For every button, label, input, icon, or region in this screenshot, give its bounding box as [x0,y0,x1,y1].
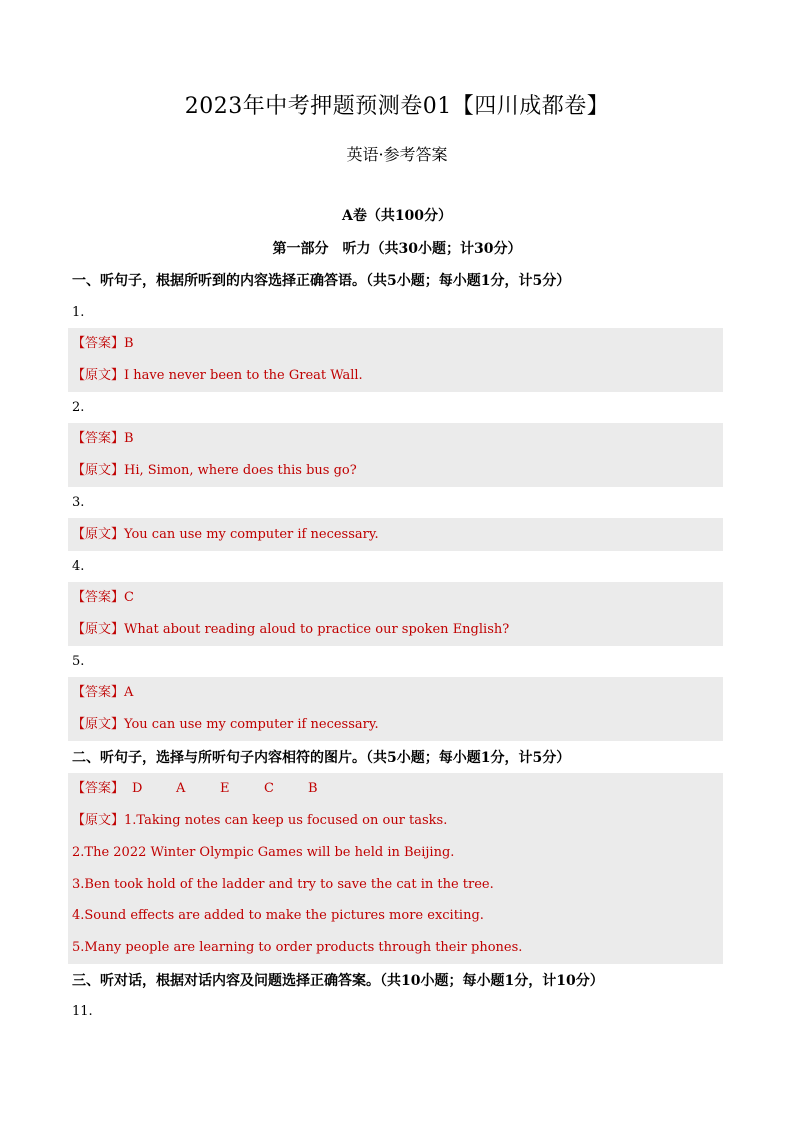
original-label: 【原文】 [72,527,125,542]
answer-value: B [124,431,134,446]
answer-label: 【答案】 [72,431,125,446]
answer-value: B [308,781,318,796]
original-text: You can use my computer if necessary. [124,527,379,542]
answer-value: D [132,781,143,796]
answer-label: 【答案】 [72,336,125,351]
answer-line [72,430,134,448]
part-heading: 第一部分 听力（共30小题；计30分） [272,241,522,257]
section-1-heading: 一、听句子，根据所听到的内容选择正确答语。（共5小题；每小题1分，计5分） [72,273,571,289]
original-text: 5.Many people are learning to order products through their phones. [72,940,523,955]
question-number: 4. [72,559,85,574]
answer-line [72,780,352,798]
answer-value: C [124,590,134,605]
original-text: 2.The 2022 Winter Olympic Games will be held in Beijing. [72,845,455,860]
original-line [72,367,363,385]
answer-value: B [124,336,134,351]
page-title: 2023年中考押题预测卷01【四川成都卷】 [184,94,610,119]
original-line [72,462,357,480]
original-label: 【原文】 [72,717,125,732]
volume-heading: A卷（共100分） [341,208,453,224]
original-line [72,716,379,734]
answer-label: 【答案】 [72,781,125,796]
original-text: 3.Ben took hold of the ladder and try to save the cat in the tree. [72,877,494,892]
answer-value: C [264,781,274,796]
answer-value: A [176,781,186,796]
answer-label: 【答案】 [72,685,125,700]
question-number: 2. [72,400,85,415]
original-line [72,812,447,830]
original-text: 1.Taking notes can keep us focused on our tasks. [124,813,448,828]
section-3-heading: 三、听对话，根据对话内容及问题选择正确答案。（共10小题；每小题1分，计10分） [72,973,604,989]
answer-line [72,589,134,607]
answer-line [72,335,134,353]
question-number: 1. [72,305,85,320]
original-label: 【原文】 [72,622,125,637]
original-label: 【原文】 [72,368,125,383]
answer-value: E [220,781,230,796]
original-text: You can use my computer if necessary. [124,717,379,732]
answer-line [72,684,133,702]
original-text: I have never been to the Great Wall. [124,368,363,383]
answer-value: A [124,685,134,700]
question-number: 3. [72,495,85,510]
page-subtitle: 英语·参考答案 [346,145,448,164]
answer-label: 【答案】 [72,590,125,605]
original-text: Hi, Simon, where does this bus go? [124,463,357,478]
question-number: 11. [72,1004,93,1019]
original-line [72,526,379,544]
original-label: 【原文】 [72,813,125,828]
original-line [72,621,509,639]
original-label: 【原文】 [72,463,125,478]
answer-box [68,773,723,964]
question-number: 5. [72,654,85,669]
original-text: 4.Sound effects are added to make the pictures more exciting. [72,908,484,923]
original-text: What about reading aloud to practice our spoken English? [124,622,510,637]
section-2-heading: 二、听句子，选择与所听句子内容相符的图片。（共5小题；每小题1分，计5分） [72,750,571,766]
